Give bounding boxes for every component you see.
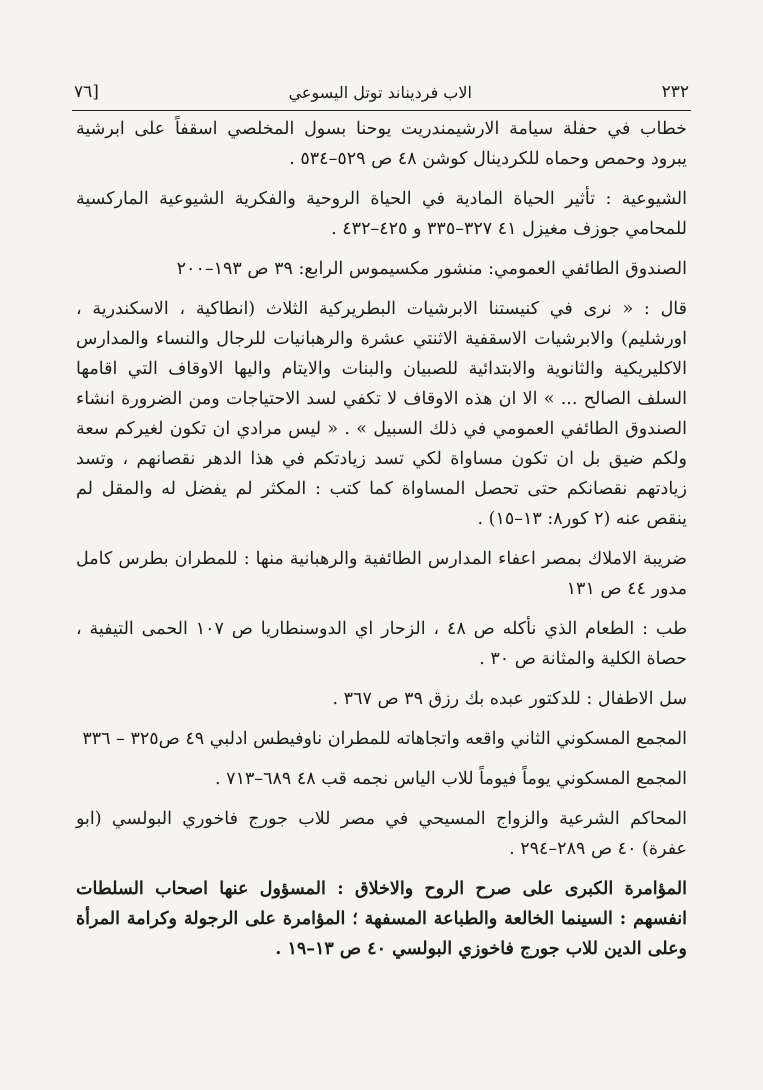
entry-quote: قال : « نرى في كنيستنا الابرشيات البطريركية الثلاث (انطاكية ، الاسكندرية ، اورشليم) والابرشيات الاسقفية الاثنتي عشرة والرهبانيات للرجال والنساء والمدارس الاكليريكية والثانوية والابتدائية للصبيان والبنات والايتام واليها الاوقاف التي اقامها السلف الصالح ... » الا ان هذه الاوقاف لا تكفي لسد الاحتياجات ومن الضرورة انشاء الصندوق الطائفي العمومي في ذلك السبيل » . « ليس مرادي ان تكون لغيركم سعة ولكم ضيق بل ان تكون مساواة لكي تسد زيادتكم في هذا الدهر نقصانهم ، وتسد زيادتهم نقصانكم حتى تحصل المساواة كما كتب : المكثر لم يفضل له والمقل لم ينقص عنه (٢ كور٨: ١٣–١٥) .: [76, 299, 687, 529]
entry-child-tuberculosis: سل الاطفال : للدكتور عبده بك رزق ٣٩ ص ٣٦٧ .: [332, 689, 687, 709]
header-rule: [72, 110, 691, 111]
section-number: [٧٦: [74, 82, 99, 102]
entry-courts-marriage: المحاكم الشرعية والزواج المسيحي في مصر للاب جورج فاخوري البولسي (ابو عفرة) ٤٠ ص ٢٨٩–٢٩٤ .: [76, 809, 687, 859]
entry-sermon-bassoul: خطاب في حفلة سيامة الارشيمندريت يوحنا بسول المخلصي اسقفاً على ابرشية يبرود وحمص وحماه للكردينال كوشن ٤٨ ص ٥٢٩–٥٣٤ .: [76, 119, 687, 169]
entry-property-tax: ضريبة الاملاك بمصر اعفاء المدارس الطائفية والرهبانية منها : للمطران بطرس كامل مدور ٤٤ ص ١٣١: [76, 549, 687, 599]
entry-community-fund: الصندوق الطائفي العمومي: منشور مكسيموس الرابع: ٣٩ ص ١٩٣–٢٠٠: [176, 259, 687, 279]
index-entries: [76, 114, 687, 974]
running-title: الاب فرديناند توتل اليسوعي: [288, 82, 472, 102]
entry-communism: الشيوعية : تأثير الحياة المادية في الحياة الروحية والفكرية الشيوعية الماركسية للمحامي جوزف مغيزل ٤١ ٣٢٧–٣٣٥ و ٤٢٥–٤٣٢ .: [76, 189, 687, 239]
entry-medicine: طب : الطعام الذي نأكله ص ٤٨ ، الزحار اي الدوسنطاريا ص ١٠٧ الحمى التيفية ، حصاة الكلية والمثانة ص ٣٠ .: [76, 619, 687, 669]
page-number: ٢٣٢: [661, 82, 689, 102]
page-header: [74, 76, 689, 108]
entry-council-daily: المجمع المسكوني يوماً فيوماً للاب الياس نجمه قب ٤٨ ٦٨٩–٧١٣ .: [215, 769, 687, 789]
entry-conspiracy: المؤامرة الكبرى على صرح الروح والاخلاق : المسؤول عنها اصحاب السلطات انفسهم : السينما الخالعة والطباعة المسفهة ؛ المؤامرة على الرجولة وكرامة المرأة وعلى الدين للاب جورج فاخوزي البولسي ٤٠ ص ١٣–١٩ .: [76, 879, 687, 959]
entry-council-edlibi: المجمع المسكوني الثاني واقعه واتجاهاته للمطران ناوفيطس ادلبي ٤٩ ص٣٢٥ – ٣٣٦: [82, 729, 687, 749]
